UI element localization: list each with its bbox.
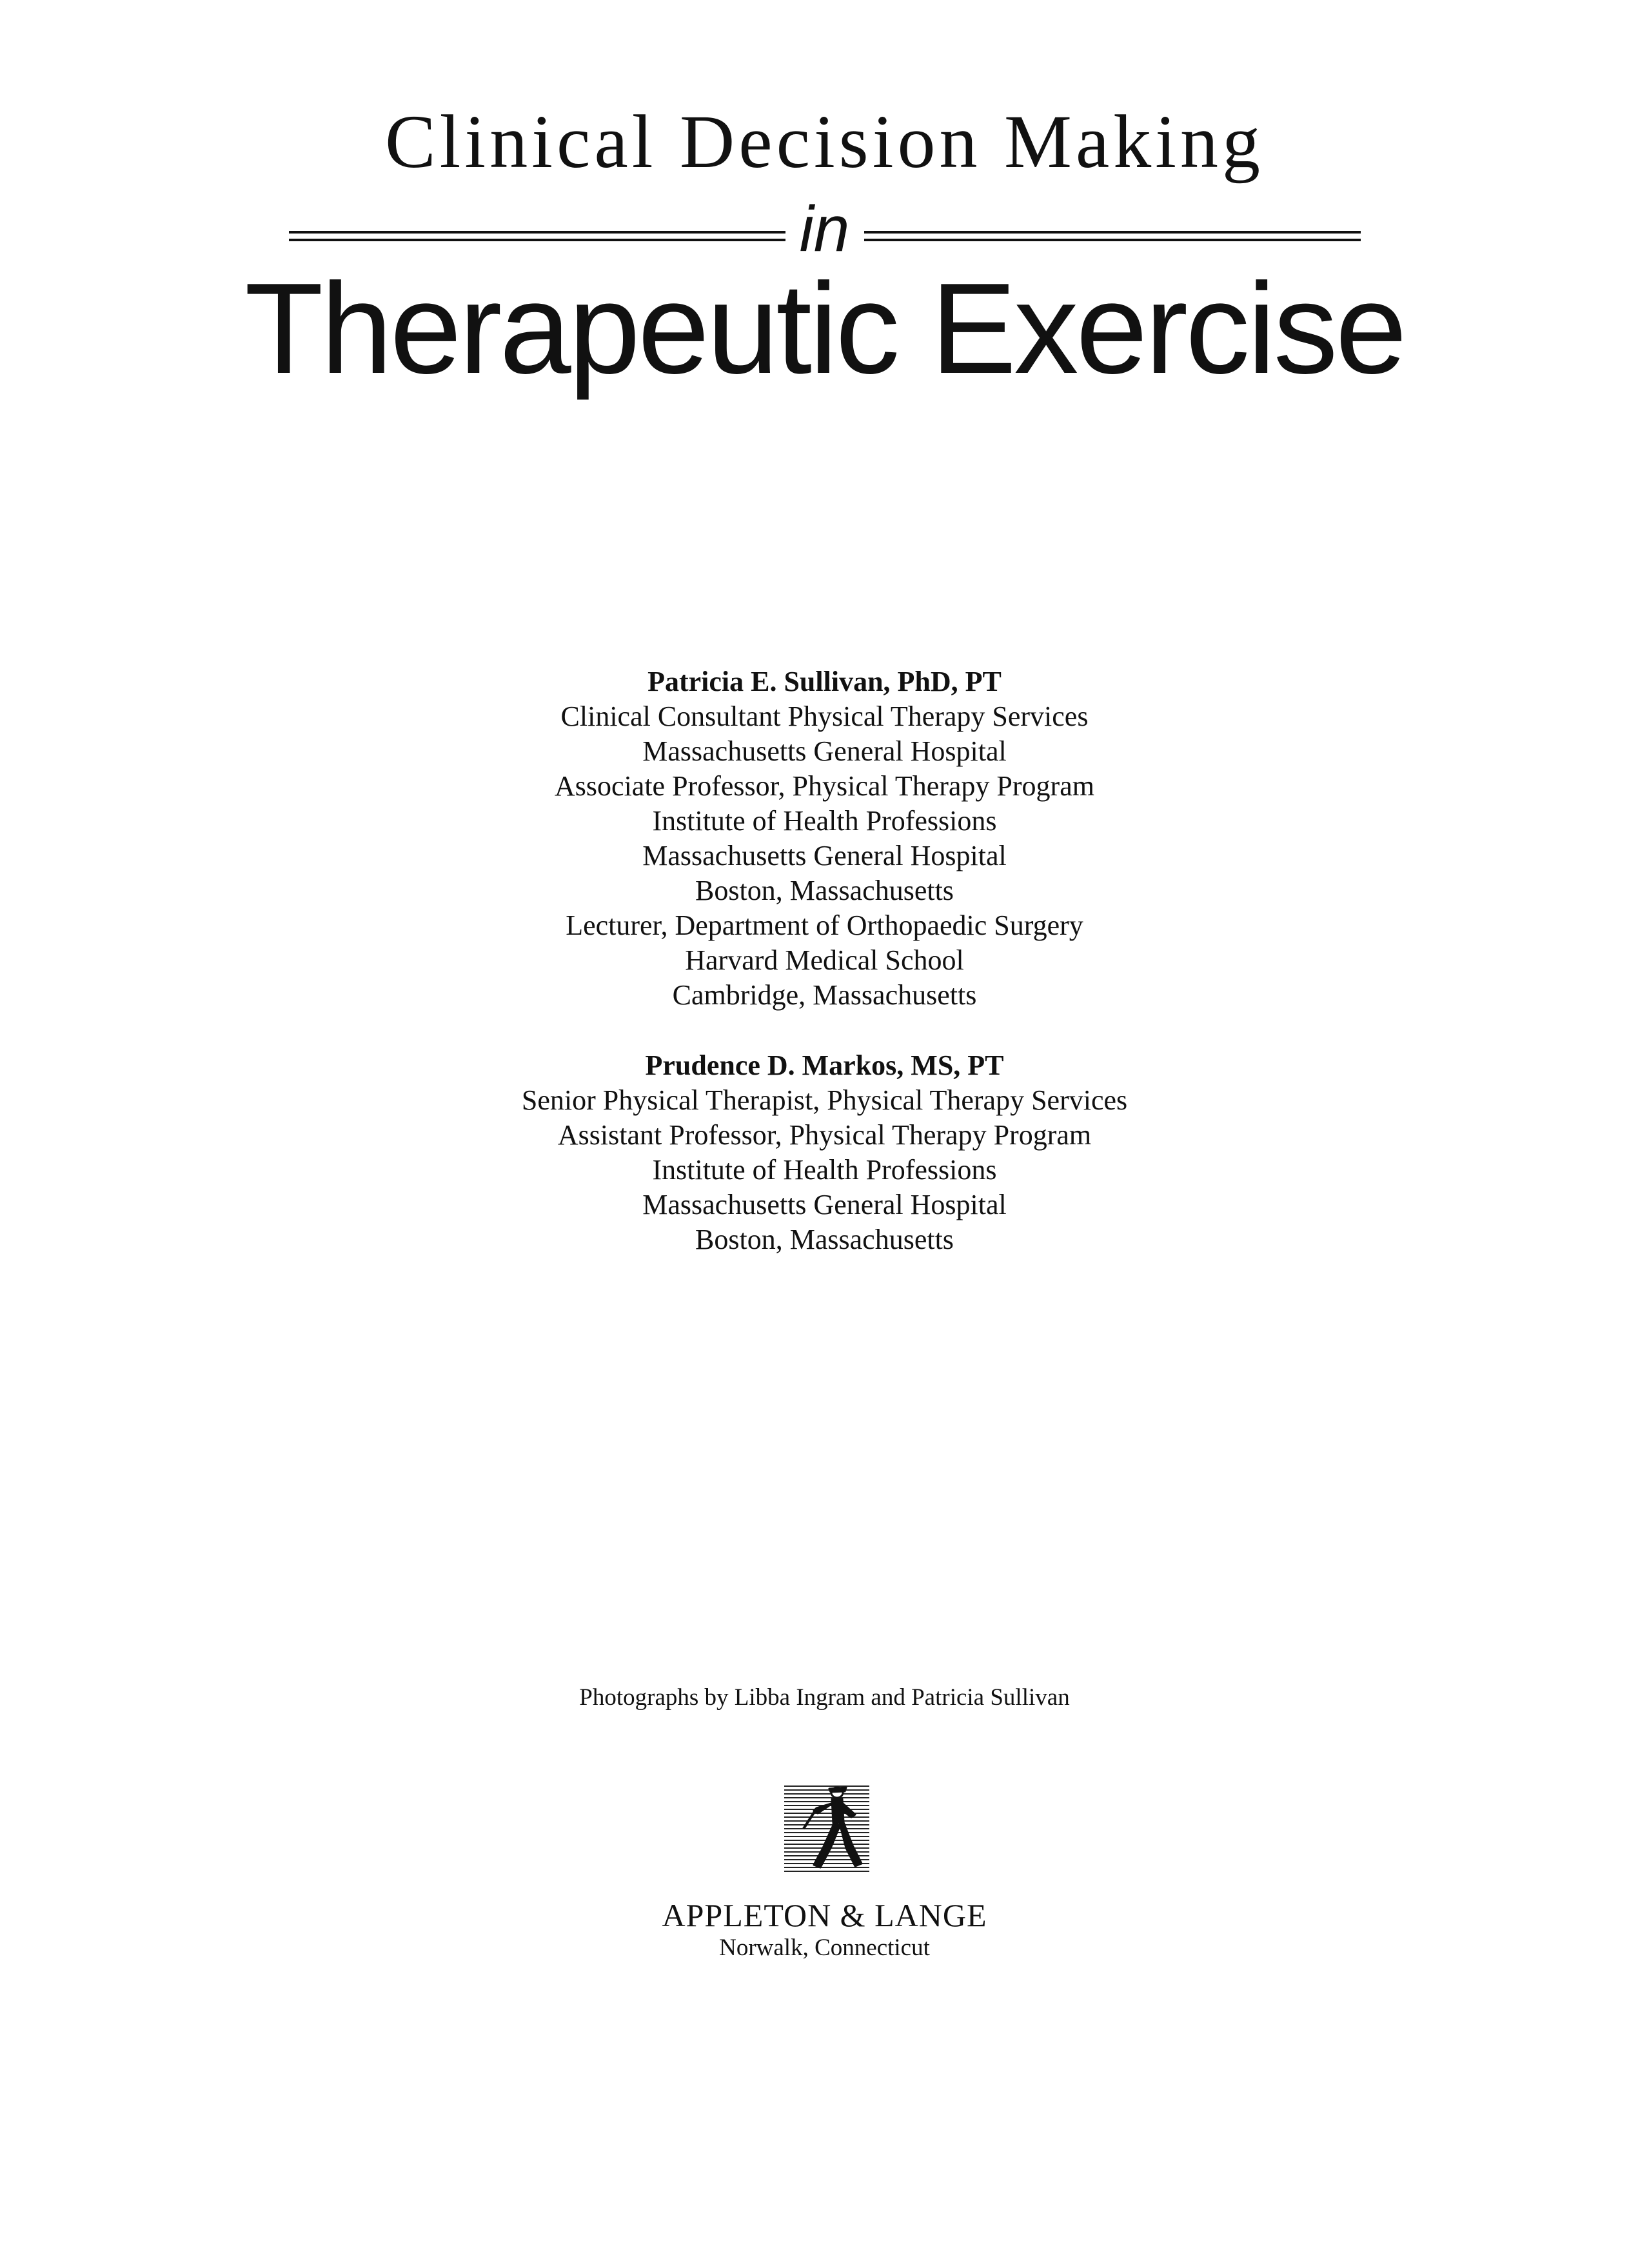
affiliation-line: Massachusetts General Hospital xyxy=(642,1189,1007,1220)
affiliation-line: Clinical Consultant Physical Therapy Services xyxy=(560,701,1089,732)
title-connector: in xyxy=(799,193,850,265)
affiliation-line: Institute of Health Professions xyxy=(652,1154,997,1186)
author-block-1 xyxy=(0,664,1649,1013)
affiliation-line: Boston, Massachusetts xyxy=(695,875,954,906)
affiliation-line: Lecturer, Department of Orthopaedic Surgery xyxy=(566,910,1083,941)
publisher-location: Norwalk, Connecticut xyxy=(719,1935,930,1961)
right-rule-top xyxy=(864,231,1361,234)
affiliation-line: Institute of Health Professions xyxy=(652,805,997,837)
affiliation-line: Massachusetts General Hospital xyxy=(642,840,1007,871)
author-block-2 xyxy=(0,1048,1649,1257)
author-name: Prudence D. Markos, MS, PT xyxy=(645,1049,1004,1081)
affiliation-line: Harvard Medical School xyxy=(685,944,964,976)
title-line-2: Therapeutic Exercise xyxy=(244,257,1405,401)
affiliation-line: Cambridge, Massachusetts xyxy=(672,979,977,1011)
publisher-name: APPLETON & LANGE xyxy=(662,1897,987,1933)
title-line-1: Clinical Decision Making xyxy=(384,99,1265,184)
affiliation-line: Senior Physical Therapist, Physical Therapy Services xyxy=(521,1084,1128,1116)
right-rule-bottom xyxy=(864,239,1361,241)
affiliation-line: Boston, Massachusetts xyxy=(695,1224,954,1255)
affiliation-line: Massachusetts General Hospital xyxy=(642,735,1007,767)
affiliation-line: Assistant Professor, Physical Therapy Program xyxy=(557,1119,1092,1151)
affiliation-line: Associate Professor, Physical Therapy Program xyxy=(555,770,1094,802)
author-name: Patricia E. Sullivan, PhD, PT xyxy=(647,666,1002,697)
photo-credit: Photographs by Libba Ingram and Patricia Sullivan xyxy=(579,1684,1070,1711)
walking-man-logo-icon xyxy=(784,1784,869,1874)
